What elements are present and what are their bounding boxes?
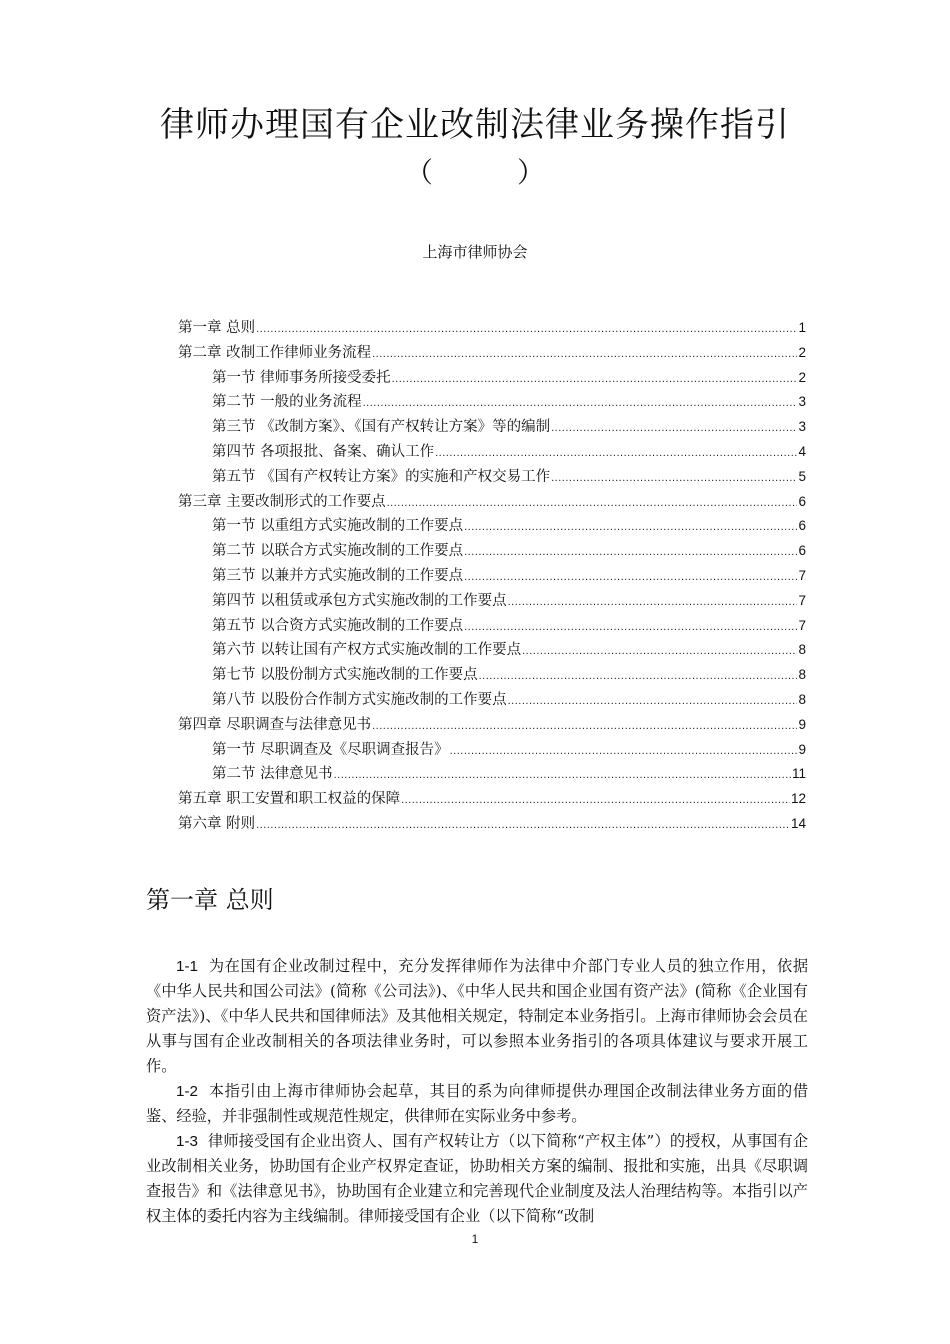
toc-entry[interactable] bbox=[178, 440, 806, 465]
toc-leader bbox=[401, 788, 790, 813]
toc-leader bbox=[464, 615, 797, 640]
toc-leader bbox=[551, 466, 797, 491]
toc-entry[interactable] bbox=[178, 638, 806, 663]
toc-entry[interactable] bbox=[178, 589, 806, 614]
toc-leader bbox=[522, 639, 797, 664]
toc-entry[interactable] bbox=[178, 341, 806, 366]
toc-leader bbox=[256, 317, 797, 342]
toc-entry[interactable] bbox=[178, 366, 806, 391]
toc-entry-page: 6 bbox=[798, 518, 806, 534]
paragraph bbox=[146, 1079, 808, 1129]
toc-entry-label: 第一章 总则 bbox=[178, 320, 256, 336]
toc-leader bbox=[508, 689, 798, 714]
toc-entry-label: 第三章 主要改制形式的工作要点 bbox=[178, 493, 386, 510]
document-title: 律师办理国有企业改制法律业务操作指引 bbox=[160, 105, 790, 145]
toc-entry[interactable] bbox=[178, 514, 806, 539]
toc-entry[interactable] bbox=[178, 738, 806, 763]
toc-entry-label: 第二节 法律意见书 bbox=[212, 766, 333, 783]
toc-entry[interactable] bbox=[178, 762, 806, 787]
toc-entry-page: 7 bbox=[798, 567, 806, 583]
toc-entry-page: 5 bbox=[798, 468, 806, 484]
toc-entry-label: 第六节 以转让国有产权方式实施改制的工作要点 bbox=[212, 642, 522, 659]
toc-entry-page: 4 bbox=[798, 443, 806, 459]
toc-entry-page: 7 bbox=[798, 617, 806, 633]
paragraph-text: 为在国有企业改制过程中，充分发挥律师作为法律中介部门专业人员的独立作用，依据《中华人民共和国公司法》(简称《公司法》)、《中华人民共和国企业国有资产法》(简称《企业国有资产法》)、《中华人民共和国律师法》及其他相关规定，特制定本业务指引。上海市律师协会会员在从事与国有企业改制相关的各项法律业务时，可以参照本业务指引的各项具体建议与要求开展工作。 bbox=[146, 957, 809, 1075]
toc-entry-page: 11 bbox=[791, 766, 806, 782]
toc-entry[interactable] bbox=[178, 713, 806, 738]
toc-leader bbox=[464, 515, 797, 540]
toc-entry-page: 14 bbox=[790, 815, 806, 831]
toc-leader bbox=[334, 763, 791, 788]
clause-number: 1-1 bbox=[176, 958, 198, 975]
toc-entry-page: 9 bbox=[798, 741, 806, 757]
toc-entry[interactable] bbox=[178, 490, 806, 515]
toc-entry[interactable] bbox=[178, 316, 806, 341]
toc-entry-page: 7 bbox=[798, 592, 806, 608]
document-subtitle: （ ） bbox=[404, 156, 545, 189]
toc-entry-label: 第一节 尽职调查及《尽职调查报告》 bbox=[212, 741, 449, 758]
table-of-contents bbox=[178, 316, 806, 837]
toc-entry-page: 9 bbox=[798, 716, 806, 732]
toc-leader bbox=[387, 491, 798, 516]
toc-entry-page: 3 bbox=[798, 419, 806, 435]
toc-entry-label: 第三节 以兼并方式实施改制的工作要点 bbox=[212, 567, 464, 584]
toc-entry-label: 第五节 《国有产权转让方案》的实施和产权交易工作 bbox=[212, 468, 551, 485]
toc-entry-label: 第一节 以重组方式实施改制的工作要点 bbox=[212, 518, 464, 535]
toc-entry-label: 第八节 以股份合作制方式实施改制的工作要点 bbox=[212, 691, 507, 708]
toc-entry-page: 6 bbox=[798, 543, 806, 559]
toc-entry-page: 12 bbox=[790, 791, 806, 807]
toc-entry-label: 第五节 以合资方式实施改制的工作要点 bbox=[212, 617, 464, 634]
toc-entry-label: 第三节 《改制方案》、《国有产权转让方案》等的编制 bbox=[212, 419, 551, 436]
toc-leader bbox=[464, 540, 797, 565]
toc-entry-label: 第五章 职工安置和职工权益的保障 bbox=[178, 791, 401, 808]
paragraph-text: 本指引由上海市律师协会起草，其目的系为向律师提供办理国企改制法律业务方面的借鉴、经验，并非强制性或规范性规定，供律师在实际业务中参考。 bbox=[146, 1082, 809, 1125]
clause-number: 1-2 bbox=[176, 1083, 198, 1100]
toc-entry-label: 第一节 律师事务所接受委托 bbox=[212, 369, 391, 386]
toc-entry-label: 第七节 以股份制方式实施改制的工作要点 bbox=[212, 667, 478, 684]
toc-entry[interactable] bbox=[178, 415, 806, 440]
toc-leader bbox=[363, 391, 798, 416]
toc-entry[interactable] bbox=[178, 465, 806, 490]
paragraph bbox=[146, 1129, 808, 1229]
toc-entry-label: 第六章 附则 bbox=[178, 815, 256, 832]
toc-leader bbox=[464, 565, 797, 590]
toc-entry-page: 8 bbox=[798, 642, 806, 658]
toc-entry[interactable] bbox=[178, 812, 806, 837]
toc-leader bbox=[392, 367, 798, 392]
toc-entry[interactable] bbox=[178, 787, 806, 812]
toc-entry-label: 第二节 一般的业务流程 bbox=[212, 394, 362, 411]
toc-leader bbox=[450, 739, 798, 764]
clause-number: 1-3 bbox=[176, 1133, 198, 1150]
toc-leader bbox=[508, 590, 798, 615]
paragraph bbox=[146, 954, 808, 1079]
toc-entry-page: 8 bbox=[798, 667, 806, 683]
toc-entry-page: 8 bbox=[798, 691, 806, 707]
toc-leader bbox=[551, 416, 797, 441]
toc-entry-page: 2 bbox=[798, 344, 806, 360]
toc-entry-page: 3 bbox=[798, 394, 806, 410]
toc-entry-label: 第二章 改制工作律师业务流程 bbox=[178, 344, 372, 361]
page-number: 1 bbox=[471, 1232, 479, 1246]
toc-entry[interactable] bbox=[178, 564, 806, 589]
toc-leader bbox=[479, 664, 798, 689]
toc-entry[interactable] bbox=[178, 663, 806, 688]
toc-entry[interactable] bbox=[178, 539, 806, 564]
toc-entry[interactable] bbox=[178, 688, 806, 713]
toc-leader bbox=[372, 714, 797, 739]
paragraph-text: 律师接受国有企业出资人、国有产权转让方（以下简称“产权主体”）的授权，从事国有企业改制相关业务，协助国有企业产权界定查证，协助相关方案的编制、报批和实施，出具《尽职调查报告》和《法律意见书》，协助国有企业建立和完善现代企业制度及法人治理结构等。本指引以产权主体的委托内容为主线编制。律师接受国有企业（以下简称“改制 bbox=[146, 1132, 809, 1225]
toc-entry-page: 6 bbox=[798, 493, 806, 509]
toc-leader bbox=[256, 813, 790, 838]
toc-leader bbox=[435, 441, 797, 466]
chapter-body bbox=[146, 954, 808, 1229]
toc-entry-label: 第四章 尽职调查与法律意见书 bbox=[178, 716, 372, 733]
toc-entry-page: 2 bbox=[798, 369, 806, 385]
toc-entry-label: 第四节 以租赁或承包方式实施改制的工作要点 bbox=[212, 592, 507, 609]
chapter-heading: 第一章 总则 bbox=[146, 886, 274, 914]
toc-entry[interactable] bbox=[178, 390, 806, 415]
toc-leader bbox=[372, 342, 797, 367]
document-author: 上海市律师协会 bbox=[422, 243, 528, 261]
toc-entry[interactable] bbox=[178, 614, 806, 639]
toc-entry-label: 第二节 以联合方式实施改制的工作要点 bbox=[212, 543, 464, 560]
toc-entry-label: 第四节 各项报批、备案、确认工作 bbox=[212, 443, 435, 460]
toc-entry-page: 1 bbox=[798, 320, 806, 335]
